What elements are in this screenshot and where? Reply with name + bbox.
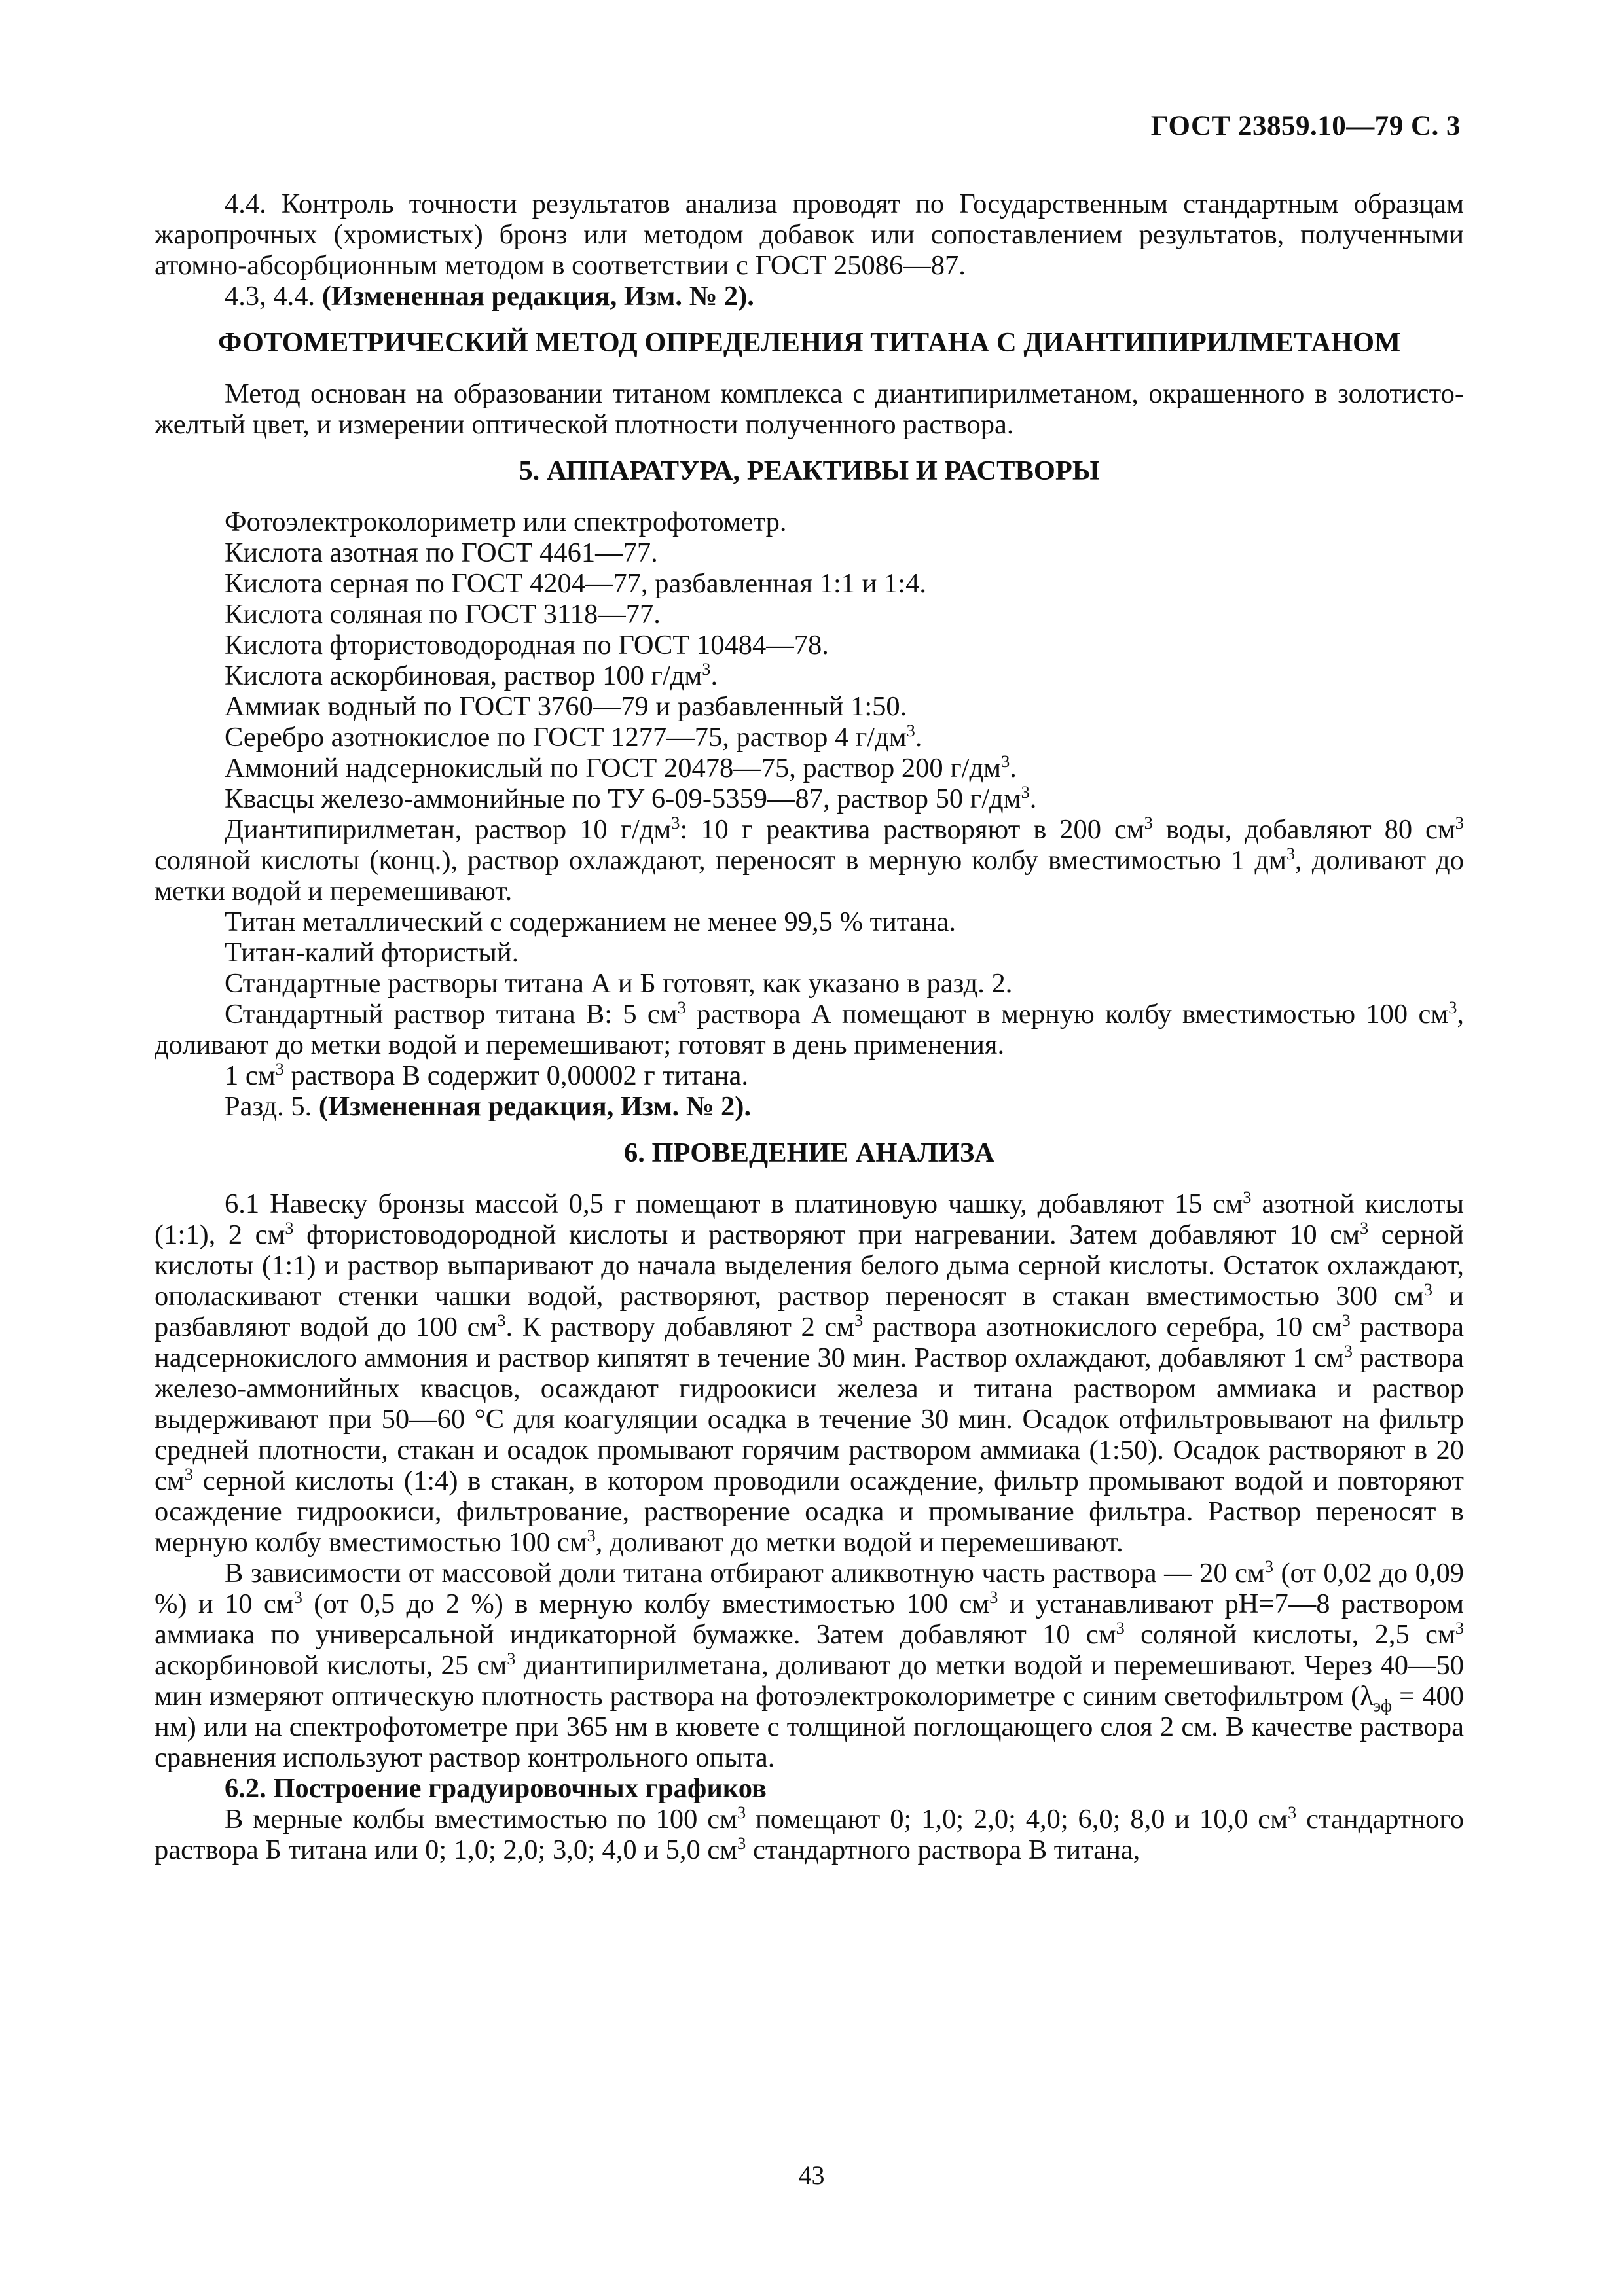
page-number: 43 — [798, 2161, 825, 2190]
amendment-note-5: Разд. 5. (Измененная редакция, Изм. № 2). — [225, 1091, 752, 1122]
method-description: Метод основан на образовании титаном комплекса с диантипирилметаном, окрашенного в золотисто-желтый цвет, и измерении оптической плотности полученного раствора. — [155, 378, 1464, 440]
reagent-line: Кислота серная по ГОСТ 4204—77, разбавленная 1:1 и 1:4. — [225, 568, 926, 599]
paragraph-6-1: 6.1 Навеску бронзы массой 0,5 г помещают в платиновую чашку, добавляют 15 $см^3$ азотной кислоты (1:1), 2 $см^3$ фтористоводородной кислоты и растворяют при нагревании. Затем добавляют 10 $см^3$ серной кислоты (1:1) и раствор выпаривают до начала выделения белого дыма серной кислоты. Остаток охлаждают, ополаскивают стенки чашки водой, растворяют, раствор переносят в стакан вместимостью 300 $см^3$ и разбавляют водой до 100 $см^3$. К раствору добавляют 2 $см^3$ раствора азотнокислого серебра, 10 $см^3$ раствора надсернокислого аммония и раствор кипятят в течение 30 мин. Раствор охлаждают, добавляют 1 $см^3$ раствора железо-аммонийных квасцов, осаждают гидроокиси железа и титана раствором аммиака и раствор выдерживают при 50—60 °С для коагуляции осадка в течение 30 мин. Осадок отфильтровывают на фильтр средней плотности, стакан и осадок промывают горячим раствором аммиака (1:50). Осадок растворяют в 20 $см^3$ серной кислоты (1:4) в стакан, в котором проводили осаждение, фильтр промывают водой и повторяют осаждение гидроокиси, фильтрование, растворение осадка и промывание фильтра. Раствор переносят в мерную колбу вместимостью 100 $см^3$, доливают до метки водой и перемешивают. — [155, 1187, 1465, 1558]
reagent-line: Титан-калий фтористый. — [225, 937, 519, 968]
reagent-line: Кислота аскорбиновая, раствор 100 $г/дм^3$. — [225, 659, 718, 691]
paragraph-aliquot: В зависимости от массовой доли титана отбирают аликвотную часть раствора — 20 $см^3$ (от 0,02 до 0,09 %) и 10 $см^3$ (от 0,5 до 2 %) в мерную колбу вместимостью 100 $см^3$ и устанавливают рН=7—8 раствором аммиака по универсальной индикаторной бумажке. Затем добавляют 10 $см^3$ соляной кислоты, 2,5 $см^3$ аскорбиновой кислоты, 25 $см^3$ диантипирилметана, доливают до метки водой и перемешивают. Через 40—50 мин измеряют оптическую плотность раствора на фотоэлектроколориметре с синим светофильтром ($\lambda_{эф} = 400$ нм) или на спектрофотометре при 365 нм в кювете с толщиной поглощающего слоя 2 см. В качестве раствора сравнения используют раствор контрольного опыта. — [155, 1556, 1465, 1773]
solution-concentration: 1 $см^3$ раствора В содержит 0,00002 г титана. — [225, 1059, 748, 1091]
subsection-6-2-title: 6.2. Построение градуировочных графиков — [225, 1773, 767, 1804]
section-6-title: 6. ПРОВЕДЕНИЕ АНАЛИЗА — [624, 1138, 994, 1168]
reagent-line: Кислота азотная по ГОСТ 4461—77. — [225, 537, 658, 568]
paragraph-4-4: 4.4. Контроль точности результатов анализа проводят по Государственным стандартным образцам жаропрочных (хромистых) бронз или методом добавок или сопоставлением результатов, полученными атомно-абсорбционным методом в соответствии с ГОСТ 25086—87. — [155, 188, 1464, 281]
reagent-line: Титан металлический с содержанием не менее 99,5 % титана. — [225, 906, 956, 937]
reagent-diantipyrylmethane: Диантипирилметан, раствор 10 $г/дм^3$: 10 г реактива растворяют в 200 $см^3$ воды, добавляют 80 $см^3$ соляной кислоты (конц.), раствор охлаждают, переносят в мерную колбу вместимостью 1 $дм^3$, доливают до метки водой и перемешивают. — [155, 813, 1464, 906]
document-header: ГОСТ 23859.10—79 С. 3 — [1150, 111, 1461, 141]
document-body — [155, 188, 1464, 1865]
standard-solution-v: Стандартный раствор титана В: 5 $см^3$ раствора А помещают в мерную колбу вместимостью 100 $см^3$, доливают до метки водой и перемешивают; готовят в день применения. — [155, 997, 1464, 1060]
amendment-note-4: 4.3, 4.4. (Измененная редакция, Изм. № 2). — [225, 281, 754, 312]
section-5-title: 5. АППАРАТУРА, РЕАКТИВЫ И РАСТВОРЫ — [519, 456, 1100, 486]
reagent-line: Фотоэлектроколориметр или спектрофотометр. — [225, 507, 787, 537]
reagent-line: Кислота фтористоводородная по ГОСТ 10484—78. — [225, 630, 829, 660]
reagent-line: Квасцы железо-аммонийные по ТУ 6-09-5359—87, раствор 50 $г/дм^3$. — [225, 782, 1037, 814]
reagent-line: Стандартные растворы титана А и Б готовят, как указано в разд. 2. — [225, 968, 1013, 999]
reagent-line: Кислота соляная по ГОСТ 3118—77. — [225, 599, 661, 630]
method-title: ФОТОМЕТРИЧЕСКИЙ МЕТОД ОПРЕДЕЛЕНИЯ ТИТАНА С ДИАНТИПИРИЛМЕТАНОМ — [217, 327, 1401, 358]
reagent-line: Аммиак водный по ГОСТ 3760—79 и разбавленный 1:50. — [225, 691, 907, 722]
reagent-line: Аммоний надсернокислый по ГОСТ 20478—75, раствор 200 $г/дм^3$. — [225, 751, 1017, 783]
reagent-line: Серебро азотнокислое по ГОСТ 1277—75, раствор 4 $г/дм^3$. — [225, 721, 922, 753]
paragraph-6-2: В мерные колбы вместимостью по 100 $см^3$ помещают 0; 1,0; 2,0; 4,0; 6,0; 8,0 и 10,0 $см^3$ стандартного раствора Б титана или 0; 1,0; 2,0; 3,0; 4,0 и 5,0 $см^3$ стандартного раствора В титана, — [155, 1803, 1464, 1865]
